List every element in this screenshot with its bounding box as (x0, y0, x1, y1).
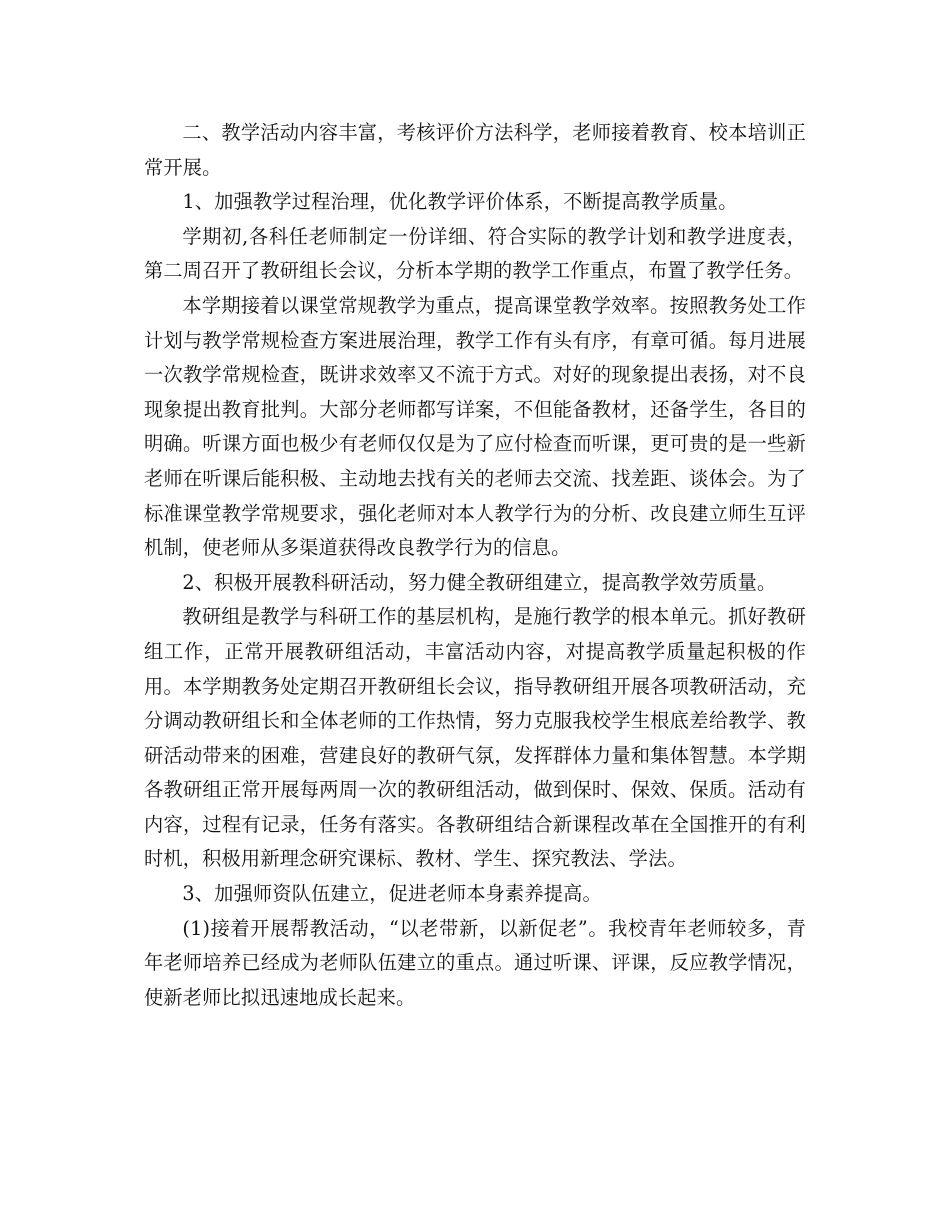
paragraph-item-two-heading: 2、积极开展教科研活动，努力健全教研组建立，提高教学效劳质量。 (182, 570, 777, 594)
document-body (144, 116, 806, 1015)
paragraph-section-two-heading: 二、教学活动内容丰富，考核评价方法科学，老师接着教育、校本培训正常开展。 (144, 121, 806, 179)
paragraph-item-three-heading: 3、加强师资队伍建立，促进老师本身素养提高。 (182, 882, 602, 906)
paragraph-item-one-heading: 1、加强教学过程治理，优化教学评价体系，不断提高教学质量。 (182, 190, 738, 214)
paragraph-research-group: 教研组是教学与科研工作的基层机构，是施行教学的根本单元。抓好教研组工作，正常开展教研组活动，丰富活动内容，对提高教学质量起积极的作用。本学期教务处定期召开教研组长会议，指导教研组开展各项教研活动，充分调动教研组长和全体老师的工作热情，努力克服我校学生根底差给教学、教研活动带来的困难，营建良好的教研气氛，发挥群体力量和集体智慧。本学期各教研组正常开展每两周一次的教研组活动，做到保时、保效、保质。活动有内容，过程有记录，任务有落实。各教研组结合新课程改革在全国推开的有利时机，积极用新理念研究课标、教材、学生、探究教法、学法。 (144, 605, 806, 871)
paragraph-semester-start: 学期初,各科任老师制定一份详细、符合实际的教学计划和教学进度表，第二周召开了教研组长会议，分析本学期的教学工作重点，布置了教学任务。 (144, 224, 806, 283)
paragraph-classroom-routine: 本学期接着以课堂常规教学为重点，提高课堂教学效率。按照教务处工作计划与教学常规检查方案进展治理，教学工作有头有序，有章可循。每月进展一次教学常规检查，既讲求效率又不流于方式。对好的现象提出表扬，对不良现象提出教育批判。大部分老师都写详案，不但能备教材，还备学生，各目的明确。听课方面也极少有老师仅仅是为了应付检查而听课，更可贵的是一些新老师在听课后能积极、主动地去找有关的老师去交流、找差距、谈体会。为了标准课堂教学常规要求，强化老师对本人教学行为的分析、改良建立师生互评机制，使老师从多渠道获得改良教学行为的信息。 (144, 293, 806, 560)
paragraph-mentoring: (1)接着开展帮教活动，“以老带新，以新促老”。我校青年老师较多，青年老师培养已经成为老师队伍建立的重点。通过听课、评课，反应教学情况，使新老师比拟迅速地成长起来。 (144, 916, 806, 1009)
